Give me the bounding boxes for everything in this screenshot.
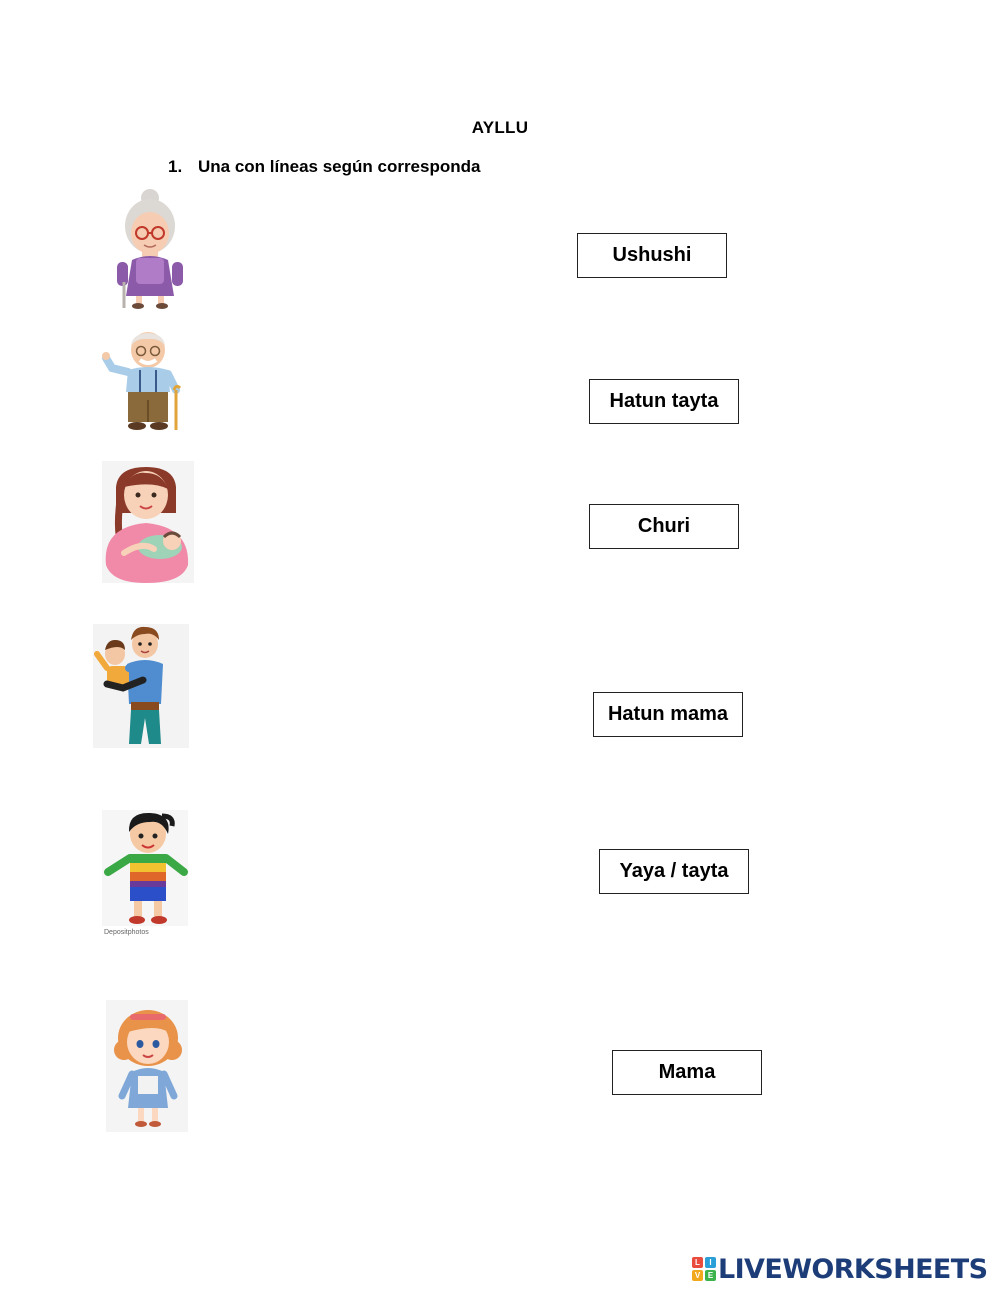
worksheet-title: AYLLU xyxy=(471,118,529,137)
logo-text: LIVEWORKSHEETS xyxy=(718,1253,988,1285)
instruction-text: Una con líneas según corresponda xyxy=(198,157,481,176)
word-box-churi[interactable]: Churi xyxy=(589,504,739,549)
word-box-yaya-tayta[interactable]: Yaya / tayta xyxy=(599,849,749,894)
girl-image[interactable] xyxy=(106,1000,188,1132)
father-with-child-image[interactable] xyxy=(93,624,189,748)
liveworksheets-logo xyxy=(692,1252,987,1286)
grandmother-image[interactable] xyxy=(112,186,192,310)
word-box-ushushi[interactable]: Ushushi xyxy=(577,233,727,278)
word-box-hatun-tayta[interactable]: Hatun tayta xyxy=(589,379,739,424)
grandfather-image[interactable] xyxy=(102,330,186,432)
mother-with-baby-image[interactable] xyxy=(102,461,194,585)
logo-mark-icon: L I V E xyxy=(692,1257,716,1281)
image-caption: Depositphotos xyxy=(104,929,149,936)
instruction xyxy=(168,157,480,177)
word-box-mama[interactable]: Mama xyxy=(612,1050,762,1095)
boy-image[interactable] xyxy=(100,810,190,936)
word-box-hatun-mama[interactable]: Hatun mama xyxy=(593,692,743,737)
instruction-number: 1. xyxy=(168,157,183,176)
